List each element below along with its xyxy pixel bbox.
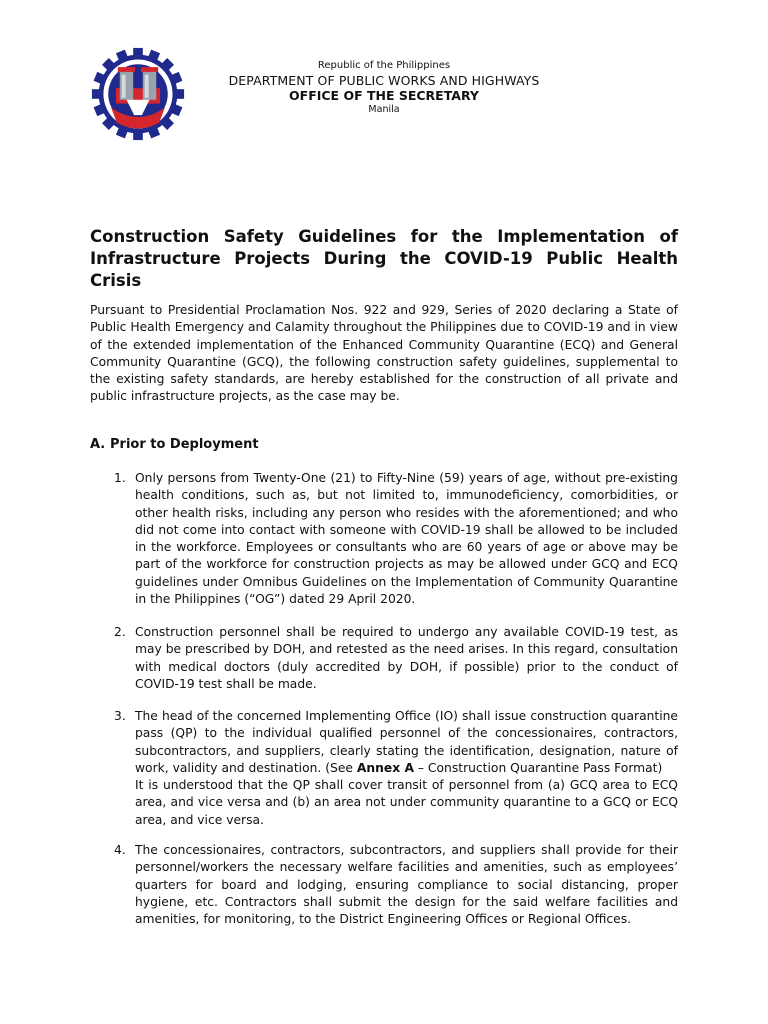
intro-paragraph: Pursuant to Presidential Proclamation Nos. 922 and 929, Series of 2020 declaring a State of Public Health Emergency and Calamity throughout the Philippines due to COVID-19 and in view of the extended implementation of the Enhanced Community Quarantine (ECQ) and General Community Quarantine (GCQ), the following construction safety guidelines, supplemental to the existing safety standards, are hereby established for the construction of all private and public infrastructure projects, as the case may be. [90,303,678,404]
item-text: Only persons from Twenty-One (21) to Fifty-Nine (59) years of age, without pre-existing health conditions, such as, but not limited to, immunodeficiency, comorbidities, or other health risks, including any person who resides with the aforementioned; and who did not come into contact with someone with COVID-19 shall be allowed to be included in the workforce. Employees or consultants who are 60 years of age or above may be part of the workforce for construction projects as may be allowed under GCQ and ECQ guidelines under Omnibus Guidelines on the Implementation of Community Quarantine in the Philippines (“OG”) dated 29 April 2020. [135,471,678,607]
item-number: 2. [114,625,126,639]
list-item [114,708,678,829]
letterhead [190,60,578,116]
section-title: Prior to Deployment [110,437,259,452]
section-letter: A. [90,437,106,452]
document-title: Construction Safety Guidelines for the Implementation of Infrastructure Projects During the COVID-19 Public Health Crisis [90,227,678,290]
item-text: Construction personnel shall be required to undergo any available COVID-19 test, as may be prescribed by DOH, and retested as the need arises. In this regard, consultation with medical doctors (duly accredited by DOH, if possible) prior to the conduct of COVID-19 test shall be made. [135,625,678,691]
list-item [114,470,678,608]
republic-line: Republic of the Philippines [317,60,451,71]
section-heading [90,437,259,452]
item-text-continued: It is understood that the QP shall cover transit of personnel from (a) GCQ area to ECQ area, and vice versa and (b) an area not under community quarantine to a GCQ or ECQ area, and vice versa. [135,778,678,827]
office-name: OFFICE OF THE SECRETARY [289,88,479,104]
item-text-part: The head of the concerned Implementing Office (IO) shall issue construction quarantine pass (QP) to the individual qualified personnel of the concessionaires, contractors, subcontractors, and suppliers, clearly stating the identification, designation, nature of work, validity and destination. (See [135,709,678,775]
list-item [114,842,678,928]
item-text-part: – Construction Quarantine Pass Format) [413,760,663,775]
item-number: 3. [114,709,126,723]
dpwh-logo [90,46,186,142]
item-number: 4. [114,843,126,857]
item-text: The concessionaires, contractors, subcontractors, and suppliers shall provide for their personnel/workers the necessary welfare facilities and amenities, such as employees’ quarters for board and lodging, ensuring compliance to social distancing, proper hygiene, etc. Contractors shall submit the design for the said welfare facilities and amenities, for monitoring, to the District Engineering Offices or Regional Offices. [135,843,678,927]
list-item [114,624,678,693]
department-name: DEPARTMENT OF PUBLIC WORKS AND HIGHWAYS [228,72,540,88]
item-text [135,708,678,777]
item-number: 1. [114,471,126,485]
annex-reference: Annex A [356,760,414,775]
city-line: Manila [368,103,400,115]
